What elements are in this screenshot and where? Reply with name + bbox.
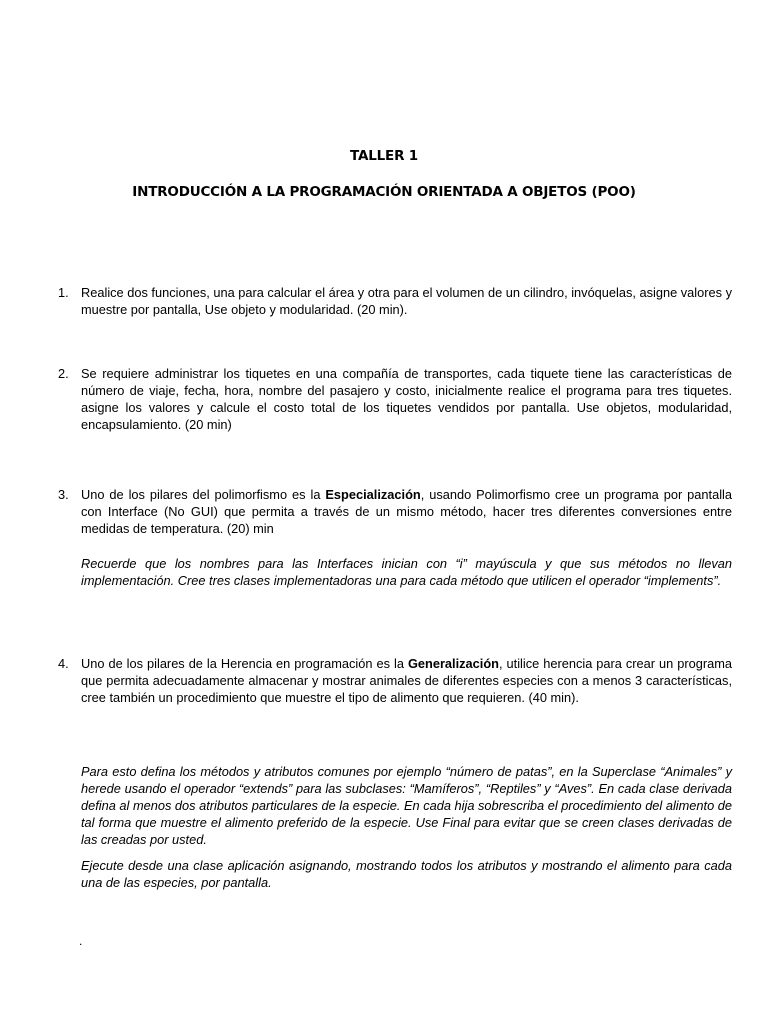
exercise-4-note-1: Para esto defina los métodos y atributos comunes por ejemplo “número de patas”, en la Superclase “Animales” y herede usando el operador “extends” para las subclases: “Mamíferos”, “Reptiles” y “Aves”. En cada clase derivada defina al menos dos atributos particulares de la especie. En cada hija sobrescriba el procedimiento del alimento de tal forma que muestre el alimento preferido de la especie. Use Final para evitar que se creen clases derivadas de las creadas por usted. xyxy=(81,764,732,847)
document-title: TALLER 1 xyxy=(350,148,418,164)
exercise-text xyxy=(81,486,732,537)
keyword-especializacion: Especialización xyxy=(325,487,421,502)
exercise-number: 4. xyxy=(58,656,69,671)
exercise-3 xyxy=(58,486,732,537)
keyword-generalizacion: Generalización xyxy=(407,656,499,671)
document-subtitle: INTRODUCCIÓN A LA PROGRAMACIÓN ORIENTADA A OBJETOS (POO) xyxy=(132,184,636,200)
exercise-2 xyxy=(58,365,732,433)
exercise-4-note-2: Ejecute desde una clase aplicación asignando, mostrando todos los atributos y mostrando el alimento para cada una de las especies, por pantalla. xyxy=(81,858,732,890)
exercise-text: Se requiere administrar los tiquetes en una compañía de transportes, cada tiquete tiene las características de número de viaje, fecha, hora, nombre del pasajero y costo, inicialmente realice el programa para tres tiquetes. asigne los valores y calcule el costo total de los tiquetes vendidos por pantalla. Use objetos, modularidad, encapsulamiento. (20 min) xyxy=(81,366,732,432)
exercise-text-end: , utilice herencia para crear un programa que permita adecuadamente almacenar y mostrar animales de diferentes especies con a menos 3 características, cree también un procedimiento que muestre el tipo de alimento que requieren. (40 min). xyxy=(81,656,733,705)
exercise-text xyxy=(81,655,732,706)
exercise-text-start: Uno de los pilares del polimorfismo es la xyxy=(81,487,326,502)
exercise-number: 1. xyxy=(58,285,69,300)
exercise-text: Realice dos funciones, una para calcular el área y otra para el volumen de un cilindro, invóquelas, asigne valores y muestre por pantalla, Use objeto y modularidad. (20 min). xyxy=(81,285,732,317)
exercise-1 xyxy=(58,284,732,318)
exercise-text-start: Uno de los pilares de la Herencia en programación es la xyxy=(81,656,408,671)
exercise-4 xyxy=(58,655,732,706)
exercise-number: 3. xyxy=(58,487,69,502)
exercise-number: 2. xyxy=(58,366,69,381)
exercise-3-note: Recuerde que los nombres para las Interfaces inician con “i” mayúscula y que sus métodos no llevan implementación. Cree tres clases implementadoras una para cada método que utilicen el operador “implements”. xyxy=(81,556,732,588)
exercise-text-end: , usando Polimorfismo cree un programa por pantalla con Interface (No GUI) que permita a través de un mismo método, hacer tres diferentes conversiones entre medidas de temperatura. (20) min xyxy=(81,487,732,536)
trailing-dot: . xyxy=(79,934,83,948)
